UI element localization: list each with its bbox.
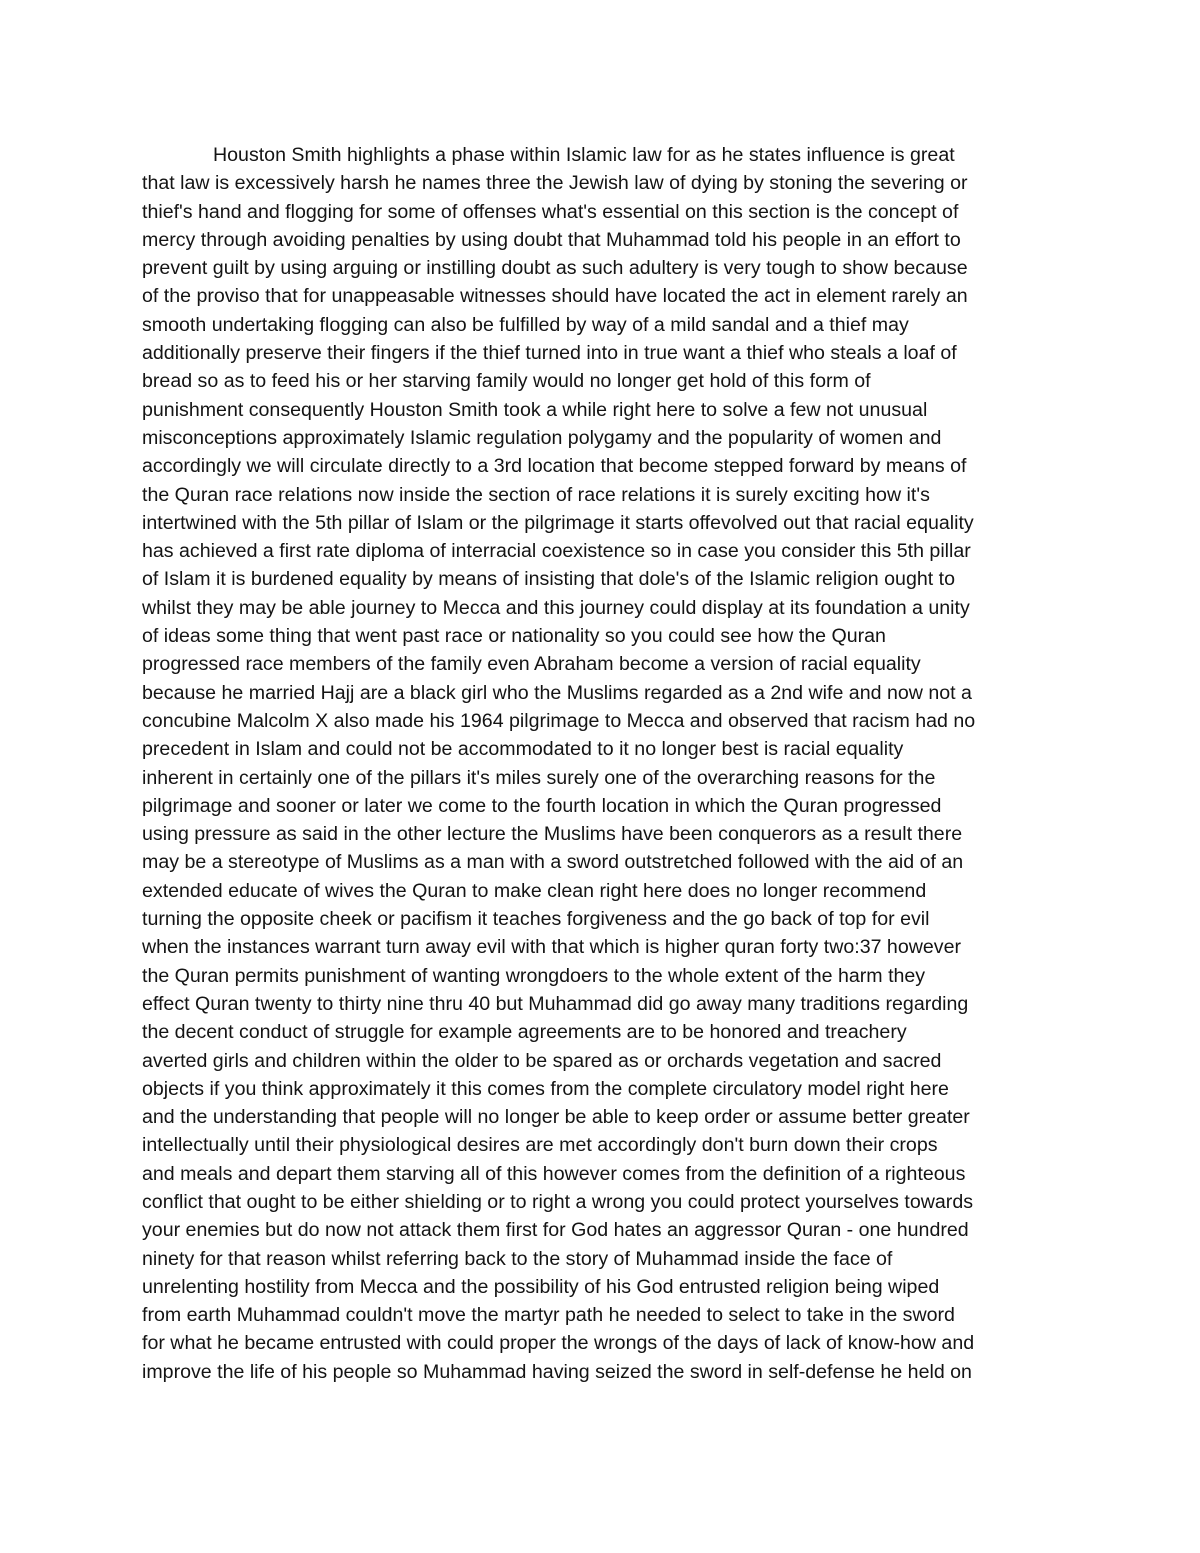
text-line: progressed race members of the family even Abraham become a version of racial equality (142, 653, 921, 676)
text-line: has achieved a first rate diploma of interracial coexistence so in case you consider this 5th pillar (142, 540, 971, 563)
text-line: inherent in certainly one of the pillars it's miles surely one of the overarching reasons for the (142, 766, 936, 789)
text-line: prevent guilt by using arguing or instilling doubt as such adultery is very tough to show because (142, 257, 968, 280)
text-line: improve the life of his people so Muhammad having seized the sword in self-defense he held on (142, 1360, 972, 1383)
text-line: from earth Muhammad couldn't move the martyr path he needed to select to take in the sword (142, 1304, 955, 1327)
text-line: the Quran permits punishment of wanting wrongdoers to the whole extent of the harm they (142, 964, 926, 987)
text-line: when the instances warrant turn away evil with that which is higher quran forty two:37 however (142, 936, 961, 959)
text-line: averted girls and children within the older to be spared as or orchards vegetation and sacred (142, 1049, 942, 1072)
text-line: effect Quran twenty to thirty nine thru 40 but Muhammad did go away many traditions regarding (142, 992, 969, 1015)
text-line: because he married Hajj are a black girl who the Muslims regarded as a 2nd wife and now not a (142, 681, 972, 704)
body-paragraph (142, 141, 1062, 1386)
text-line: turning the opposite cheek or pacifism it teaches forgiveness and the go back of top for evil (142, 908, 930, 931)
text-line: and meals and depart them starving all of this however comes from the definition of a righteous (142, 1162, 966, 1185)
text-line: objects if you think approximately it this comes from the complete circulatory model right here (142, 1077, 949, 1100)
text-line: using pressure as said in the other lecture the Muslims have been conquerors as a result there (142, 823, 963, 846)
text-line: Houston Smith highlights a phase within Islamic law for as he states influence is great (213, 144, 955, 166)
text-line: conflict that ought to be either shielding or to right a wrong you could protect yourselves towards (142, 1190, 974, 1213)
text-line: intertwined with the 5th pillar of Islam or the pilgrimage it starts offevolved out that racial equality (142, 511, 974, 534)
text-line: mercy through avoiding penalties by using doubt that Muhammad told his people in an effort to (142, 228, 961, 251)
text-line: that law is excessively harsh he names three the Jewish law of dying by stoning the severing or (142, 172, 968, 195)
text-line: ninety for that reason whilst referring back to the story of Muhammad inside the face of (142, 1247, 893, 1270)
text-line: extended educate of wives the Quran to make clean right here does no longer recommend (142, 879, 927, 902)
text-line: the decent conduct of struggle for example agreements are to be honored and treachery (142, 1021, 907, 1044)
text-line: of ideas some thing that went past race or nationality so you could see how the Quran (142, 625, 886, 648)
text-line: and the understanding that people will no longer be able to keep order or assume better greater (142, 1106, 970, 1129)
text-line: thief's hand and flogging for some of offenses what's essential on this section is the concept of (142, 200, 959, 223)
text-line: may be a stereotype of Muslims as a man with a sword outstretched followed with the aid of an (142, 851, 964, 874)
text-line: pilgrimage and sooner or later we come to the fourth location in which the Quran progressed (142, 794, 942, 817)
text-line: smooth undertaking flogging can also be fulfilled by way of a mild sandal and a thief may (142, 313, 909, 336)
text-line: concubine Malcolm X also made his 1964 pilgrimage to Mecca and observed that racism had no (142, 709, 976, 732)
text-line: for what he became entrusted with could proper the wrongs of the days of lack of know-how and (142, 1332, 975, 1355)
text-line: of the proviso that for unappeasable witnesses should have located the act in element rarely an (142, 285, 968, 308)
text-line: the Quran race relations now inside the section of race relations it is surely exciting how it's (142, 483, 930, 506)
text-line: punishment consequently Houston Smith took a while right here to solve a few not unusual (142, 398, 928, 421)
text-line: precedent in Islam and could not be accommodated to it no longer best is racial equality (142, 738, 904, 761)
text-line: additionally preserve their fingers if the thief turned into in true want a thief who steals a loaf of (142, 342, 957, 365)
text-line: misconceptions approximately Islamic regulation polygamy and the popularity of women and (142, 426, 942, 449)
text-line: intellectually until their physiological desires are met accordingly don't burn down their crops (142, 1134, 938, 1157)
text-line: your enemies but do now not attack them first for God hates an aggressor Quran - one hundred (142, 1219, 969, 1242)
text-line: of Islam it is burdened equality by means of insisting that dole's of the Islamic religion ought to (142, 568, 955, 591)
text-line: bread so as to feed his or her starving family would no longer get hold of this form of (142, 370, 871, 393)
text-line: whilst they may be able journey to Mecca and this journey could display at its foundation a unity (142, 596, 970, 619)
text-line: accordingly we will circulate directly to a 3rd location that become stepped forward by means of (142, 455, 967, 478)
text-line: unrelenting hostility from Mecca and the possibility of his God entrusted religion being wiped (142, 1275, 940, 1298)
